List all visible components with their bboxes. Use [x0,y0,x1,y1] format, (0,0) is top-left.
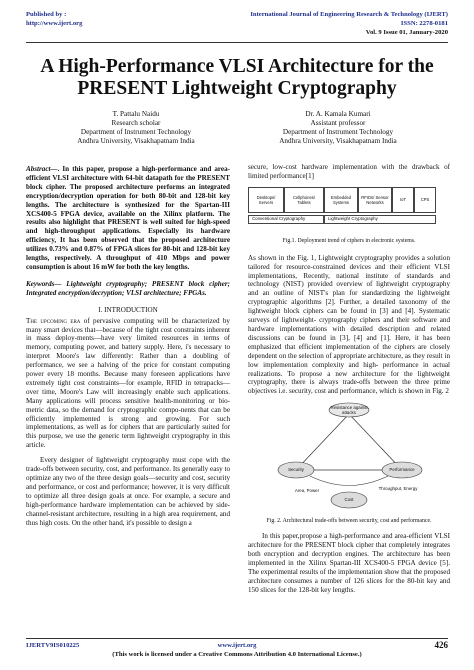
fig2-label-top: Resistance against attacks [330,405,368,416]
abstract-lead: Abstract— [26,165,58,173]
abstract-text: . In this paper, propose a high-performance and area-efficient VLSI architecture with 64-bit datapath for the PRESENT block cipher. The proposed architecture performs an integrated encryption/decryption operation for both 80-bit and 128-bit key lengths. The architecture is synthesized for the Spartan-III XCS400-5 FPGA device, available on the Xilinx platform. The results also highlight that PRESENT is well suited for high-speed and high-throughput applications. Especially its hardware efficiency, It has been observed that the proposed architecture utilizes 0.73% and 0.87% of FPGA slices for 80-bit and 128-bit key lengths, respectively. A throughput of 410 Mbps and power consumption is about 16 mW for both the key lengths. [26,165,230,271]
author-dept: Department of Instrument Technology [282,128,394,136]
fig1-bar-conventional: Conventional Cryptography [248,215,324,224]
right-paragraph-2: In this paper,propose a high-performance and area-efficient VLSI architecture for the PRESENT block cipher that completely integrates both encryption and decryption engines. The architecture has been implemented in the Xilinx Spartan-III XCS400-5 FPGA device [5]. The experimental results of the implementation show that the proposed architecture consumes a number of 126 slices for the 80-bit key and 150 slices for the 128-bit key lengths. [248,532,450,594]
author-name: Dr. A. Kamala Kumari [305,110,371,118]
author-1 [46,110,226,146]
fig1-cell: Desktops/ Servers [248,187,284,213]
paper-title: A High-Performance VLSI Architecture for the PRESENT Lightweight Cryptography [40,56,434,99]
author-dept: Department of Instrument Technology [80,128,192,136]
footer-divider [26,638,448,639]
author-affil: Andhra University, Visakhapatnam India [77,137,195,145]
published-by: Published by : [26,11,67,18]
fig2-sublabel-left: Area, Power [294,488,320,494]
keywords: Keywords— Lightweight cryptography; PRESENT block cipher; Integrated encryption/decryption; VLSI architecture; FPGAs. [26,279,230,297]
paper-id: IJERTV9IS010225 [26,642,80,649]
fig1-cells [248,187,450,213]
figure-1 [248,187,450,235]
header-left [26,10,82,28]
fig1-cell: Embedded Systems [324,187,358,213]
header-right [250,10,448,37]
intro-paragraph-2: Every designer of lightweight cryptography must cope with the trade-offs between security, cost, and performance. Its generally easy to optimize any two of the three design goals—security and cost, security and performance, or cost and performance; however, it is very difficult to optimize all three design goals at once. For example, a secure and high-performance hardware implementation can be achieved by side-channel-resistant architecture, resulting in a high area requirement, and thus high costs. On the other hand, it's possible to design a [26,456,230,527]
fig1-cell: IoT [392,187,414,213]
section-heading: I. INTRODUCTION [98,305,158,314]
footer-url[interactable]: www.ijert.org [217,642,257,649]
abstract [26,165,230,272]
right-column [248,163,450,594]
smallcaps-lead: he upcoming era [30,316,81,325]
author-role: Assistant professor [310,119,366,127]
right-paragraph-1: As shown in the Fig. 1, Lightweight cryptography provides a solution tailored for resource-constrained devices and their efficient VLSI implementations, Recently, national institute of standards and technology (NIST) provided overview of lightweight cryptography and an outline of NIST's plan for standardizing the lightweight cryptographic algorithms [2]. Further, a detailed taxonomy of the lightweight block ciphers can be found in [3] and [4]. Systematic surveys of lightweight- cryptography ciphers and their software and hardware implementations with detailed description and related discussions can be found in [3], [4] and [1]. Here, it has been emphasized that efficient implementation of the ciphers are closely dependent on the selection of appropriate architecture, as they result in low implementation complexity and high- performance in actual realizations. To propose a new architecture for the lightweight cryptography, there is always trade-offs between the three prime objectives i.e. security, cost and performance, which is shown in Fig. 2 [248,253,450,396]
fig2-label-performance: Performance [389,467,415,473]
fig2-curve [310,476,388,486]
header-divider [26,42,448,43]
figure-2 [274,400,424,515]
license-note: (This work is licensed under a Creative Commons Attribution 4.0 International License.) [112,651,362,658]
author-role: Research scholar [111,119,161,127]
fig2-sublabel-right: Throughput, Energy [378,486,418,492]
fig1-bar-lightweight: Lightweight Cryptography [324,215,436,224]
author-affil: Andhra University, Visakhapatnam India [279,137,397,145]
fig2-label-security: Security [288,467,304,473]
fig2-edge [349,414,402,470]
volume-issue: Vol. 9 Issue 01, January-2020 [365,29,448,36]
issn: ISSN: 2278-0181 [400,20,448,27]
dropcap: T [26,316,31,325]
author-name: T. Pattalu Naidu [112,110,160,118]
fig1-cell: RFIDs/ Sensor Networks [358,187,392,213]
figure-2-caption: Fig. 2. Architectural trade-offs between security, cost and performance. [266,518,432,525]
journal-url[interactable]: http://www.ijert.org [26,20,83,27]
left-column [26,165,230,527]
intro-p1-text: of pervasive computing will be characterized by many smart devices that—because of the tight cost constraints inherent in mass deploy-ments—have very limited resources in terms of memory, computing power, and battery supply. Here, i's necessary to interpret Moore's law differently: Rather than a doubling of performance, we see a halving of the price for constant computing power every 18 months. Because many foreseen applications have extremely tight cost constraints—for example, RFID in tetrapacks—over time, Moore's Law will increasingly enable such applications. Many applications will process sensitive health-monitoring or bio-metric data, so the demand for cryptographic compo-nents that can be efficiently implemented is strong and growing. For such implementations, as well as for ciphers that are particularly suited for this purpose, we use the generic term lightweight cryptography in this article. [26,316,230,450]
fig2-label-cost: Cost [344,497,354,503]
page-number: 426 [434,640,448,650]
author-2 [248,110,428,146]
right-paragraph-0: secure, low-cost hardware implementation with the drawback of limited performance[1] [248,163,450,180]
fig1-cell: Cellphones/ Tablets [284,187,324,213]
page-header [26,10,448,50]
fig2-edge [296,414,349,470]
figure-1-caption: Fig.1. Deployment trend of ciphers in electronic systems. [282,237,416,244]
intro-paragraph-1 [26,317,230,451]
journal-name: International Journal of Engineering Research & Technology (IJERT) [250,11,448,18]
fig1-bars [248,215,450,224]
fig1-cell: CPS [414,187,436,213]
